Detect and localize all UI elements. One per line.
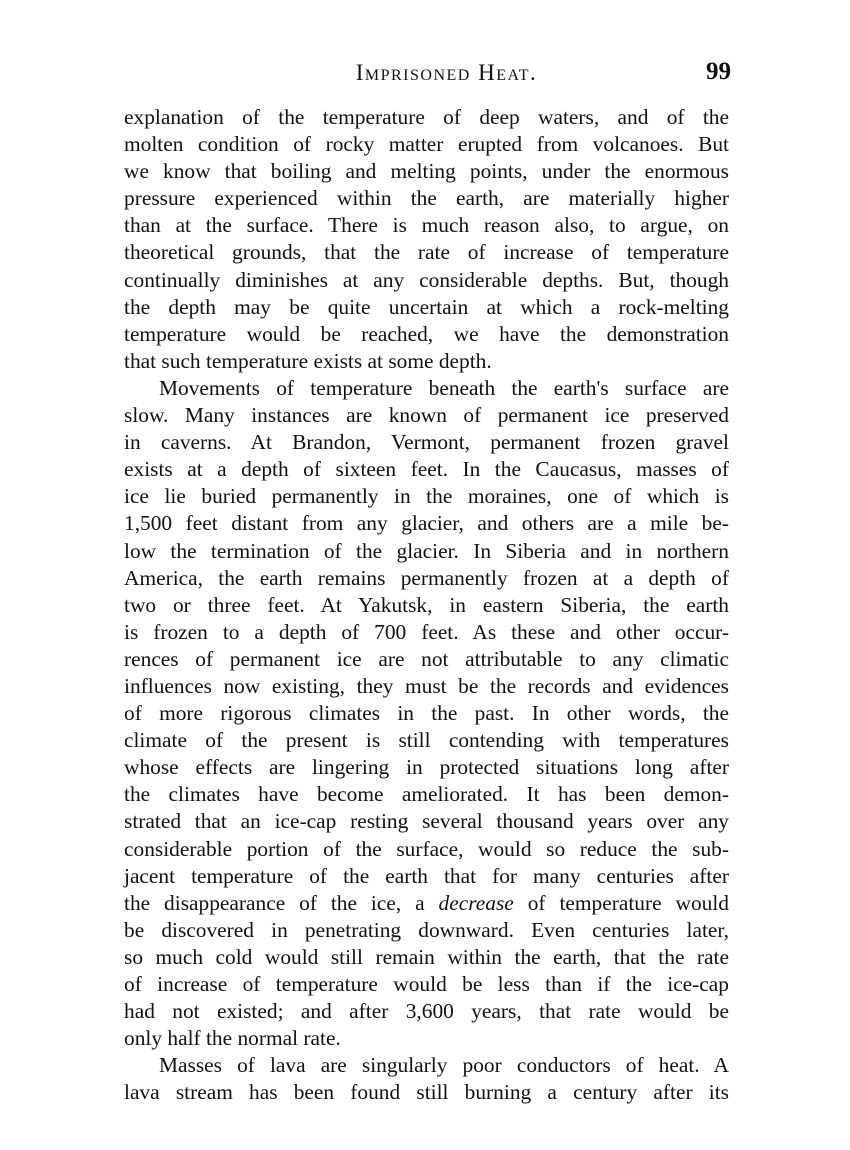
text-line: jacent temperature of the earth that for many centuries after [124, 863, 729, 888]
text-line: only half the normal rate. [124, 1026, 341, 1051]
text-line: 1,500 feet distant from any glacier, and others are a mile be- [124, 511, 729, 536]
text-line: low the termination of the glacier. In Siberia and in northern [124, 538, 729, 563]
paragraph-2 [124, 375, 729, 1052]
text-line: Movements of temperature beneath the earth's surface are [159, 375, 729, 400]
text-line: slow. Many instances are known of permanent ice preserved [124, 403, 729, 428]
text-line: the climates have become ameliorated. It has been demon- [124, 782, 729, 807]
text-line: continually diminishes at any considerable depths. But, though [124, 267, 729, 292]
text-line: be discovered in penetrating downward. Even centuries later, [124, 917, 729, 942]
text-line: temperature would be reached, we have the demonstration [124, 321, 729, 346]
text-line: explanation of the temperature of deep waters, and of the [124, 105, 729, 129]
page-number: 99 [706, 58, 731, 85]
text-line: we know that boiling and melting points, under the enormous [124, 159, 729, 184]
text-line: than at the surface. There is much reason also, to argue, on [124, 213, 729, 238]
text-fragment: the disappearance of the ice, a [124, 890, 439, 915]
text-line: considerable portion of the surface, would so reduce the sub- [124, 836, 729, 861]
text-line: molten condition of rocky matter erupted from volcanoes. But [124, 132, 729, 157]
text-line: climate of the present is still contending with temperatures [124, 728, 729, 753]
text-line: of more rigorous climates in the past. In other words, the [124, 701, 729, 726]
text-line: in caverns. At Brandon, Vermont, permanent frozen gravel [124, 430, 729, 455]
text-line: exists at a depth of sixteen feet. In the Caucasus, masses of [124, 457, 729, 482]
text-line: that such temperature exists at some depth. [124, 348, 492, 373]
text-line: ice lie buried permanently in the moraines, one of which is [124, 484, 729, 509]
text-line: so much cold would still remain within the earth, that the rate [124, 944, 729, 969]
text-line: lava stream has been found still burning a century after its [124, 1080, 729, 1105]
text-line: of increase of temperature would be less than if the ice-cap [124, 972, 729, 996]
text-line: pressure experienced within the earth, are materially higher [124, 186, 729, 211]
running-head [124, 58, 729, 94]
paragraph-3 [124, 1052, 729, 1106]
running-title: Imprisoned Heat. [355, 60, 538, 85]
body-text [124, 104, 729, 1106]
text-line: whose effects are lingering in protected situations long after [124, 755, 729, 780]
text-fragment: of temperature would [513, 890, 729, 915]
text-line: influences now existing, they must be the records and evidences [124, 673, 729, 698]
text-line: Masses of lava are singularly poor conductors of heat. A [159, 1053, 729, 1078]
text-line: theoretical grounds, that the rate of increase of temperature [124, 240, 729, 265]
text-line: rences of permanent ice are not attributable to any climatic [124, 646, 729, 671]
text-line: strated that an ice-cap resting several thousand years over any [124, 809, 729, 834]
text-line: America, the earth remains permanently frozen at a depth of [124, 565, 729, 590]
text-line-with-italic [124, 890, 729, 917]
text-line: had not existed; and after 3,600 years, that rate would be [124, 999, 729, 1024]
paragraph-1 [124, 104, 729, 375]
text-line: two or three feet. At Yakutsk, in eastern Siberia, the earth [124, 592, 729, 617]
text-line: the depth may be quite uncertain at which a rock-melting [124, 294, 729, 319]
italic-word: decrease [438, 890, 514, 915]
text-line: is frozen to a depth of 700 feet. As these and other occur- [124, 619, 729, 644]
